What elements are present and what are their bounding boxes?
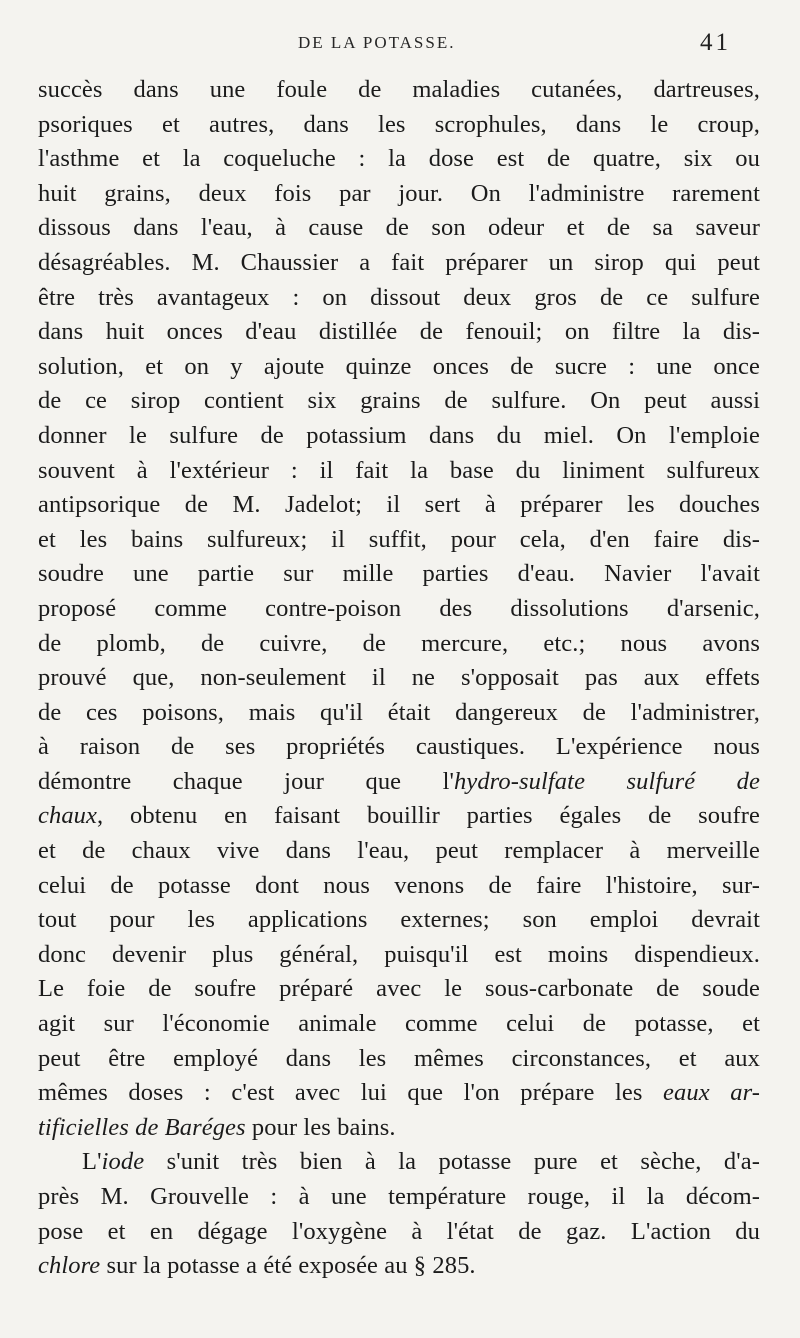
text-span: mêmes doses : c'est avec lui que l'on prépare les [38, 1079, 664, 1107]
text-line [38, 1111, 760, 1146]
text-line: désagréables. M. Chaussier a fait préparer un sirop qui peut [38, 248, 760, 276]
text-line: de ces poisons, mais qu'il était dangereux de l'administrer, [38, 698, 760, 726]
text-line: succès dans une foule de maladies cutanées, dartreuses, [38, 76, 760, 103]
text-line: donc devenir plus général, puisqu'il est moins dispendieux. [38, 940, 760, 968]
text-line: tout pour les applications externes; son emploi devrait [38, 906, 760, 934]
paragraph-2 [38, 1145, 760, 1283]
text-line: près M. Grouvelle : à une température rouge, il la décom- [38, 1183, 760, 1210]
text-line: psoriques et autres, dans les scrophules, dans le croup, [38, 110, 760, 138]
text-line: soudre une partie sur mille parties d'eau. Navier l'avait [38, 560, 760, 588]
italic-term: chlore [38, 1252, 101, 1280]
text-line [38, 765, 760, 800]
text-line: et les bains sulfureux; il suffit, pour cela, d'en faire dis- [38, 525, 760, 553]
text-line: de ce sirop contient six grains de sulfure. On peut aussi [38, 387, 760, 415]
running-title: DE LA POTASSE. [298, 33, 456, 52]
text-line: Le foie de soufre préparé avec le sous-carbonate de soude [38, 975, 760, 1003]
text-span: , obtenu en faisant bouillir parties égales de soufre [97, 802, 760, 830]
text-line: et de chaux vive dans l'eau, peut remplacer à merveille [38, 837, 760, 865]
text-line [38, 799, 760, 834]
body-text [38, 73, 760, 1284]
paragraph-1 [38, 73, 760, 1145]
running-head [0, 29, 800, 57]
text-span: sur la potasse a été exposée au § 285. [100, 1252, 476, 1280]
text-line [38, 1249, 760, 1284]
text-line: être très avantageux : on dissout deux gros de ce sulfure [38, 283, 760, 311]
text-line [38, 1145, 760, 1180]
text-line: l'asthme et la coqueluche : la dose est de quatre, six ou [38, 145, 760, 173]
italic-term: hydro-sulfate sulfuré de [454, 767, 760, 795]
text-line: à raison de ses propriétés caustiques. L'expérience nous [38, 733, 760, 761]
text-line: peut être employé dans les mêmes circonstances, et aux [38, 1044, 760, 1072]
text-line: huit grains, deux fois par jour. On l'administre rarement [38, 179, 760, 207]
text-line: celui de potasse dont nous venons de faire l'histoire, sur- [38, 871, 760, 899]
text-span: s'unit très bien à la potasse pure et sèche, d'a- [144, 1148, 760, 1176]
italic-term: tificielles de Baréges [38, 1113, 246, 1141]
text-line: solution, et on y ajoute quinze onces de sucre : une once [38, 352, 760, 380]
italic-term: iode [101, 1148, 145, 1176]
italic-term: chaux [38, 802, 97, 830]
text-line: antipsorique de M. Jadelot; il sert à préparer les douches [38, 491, 760, 519]
text-line: dissous dans l'eau, à cause de son odeur et de sa saveur [38, 214, 760, 242]
italic-term: eaux ar- [663, 1079, 760, 1107]
text-line [38, 1076, 760, 1111]
text-span: pour les bains. [245, 1113, 396, 1141]
text-line: dans huit onces d'eau distillée de fenouil; on filtre la dis- [38, 318, 760, 346]
page-number: 41 [700, 29, 731, 56]
text-span: L' [82, 1148, 102, 1176]
text-line: donner le sulfure de potassium dans du miel. On l'emploie [38, 421, 760, 449]
text-line: proposé comme contre-poison des dissolutions d'arsenic, [38, 594, 760, 622]
text-line: de plomb, de cuivre, de mercure, etc.; nous avons [38, 629, 760, 657]
text-line: souvent à l'extérieur : il fait la base du liniment sulfureux [38, 456, 760, 484]
text-span: démontre chaque jour que l' [38, 767, 454, 795]
text-line: agit sur l'économie animale comme celui de potasse, et [38, 1010, 760, 1038]
text-line: pose et en dégage l'oxygène à l'état de gaz. L'action du [38, 1217, 760, 1245]
text-line: prouvé que, non-seulement il ne s'opposait pas aux effets [38, 664, 760, 692]
